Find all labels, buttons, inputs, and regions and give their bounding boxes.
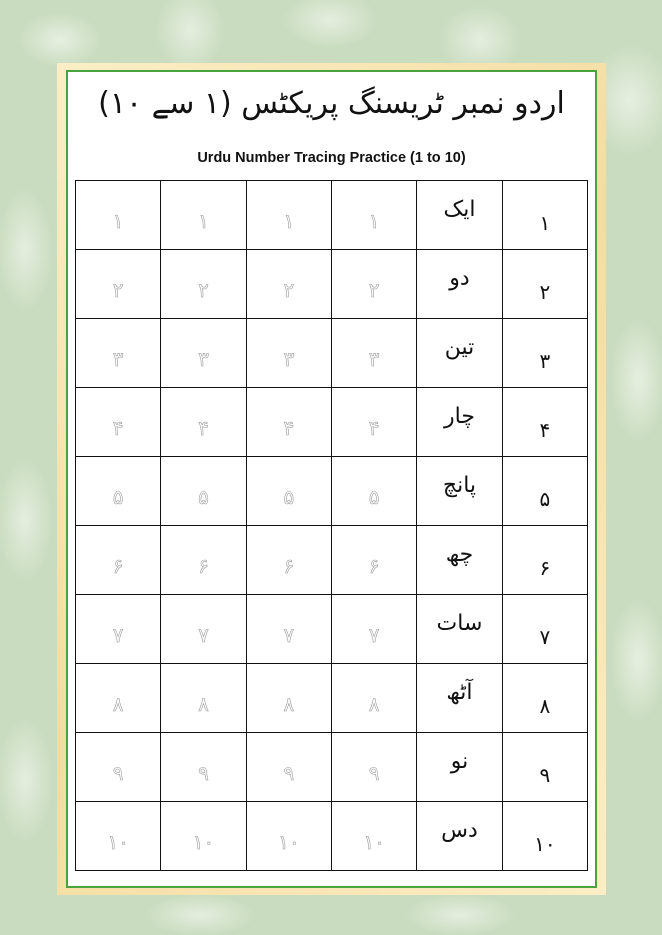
urdu-numeral: ۵ — [539, 487, 551, 511]
trace-cell[interactable] — [331, 457, 416, 526]
urdu-numeral: ۱۰ — [534, 832, 556, 856]
trace-cell[interactable] — [76, 526, 161, 595]
dotted-numeral: ۴ — [112, 416, 124, 440]
dotted-numeral: ۸ — [368, 692, 380, 716]
trace-cell[interactable] — [161, 319, 246, 388]
numeral-cell — [502, 250, 587, 319]
trace-cell[interactable] — [246, 526, 331, 595]
dotted-numeral: ۶ — [198, 554, 209, 578]
trace-cell[interactable] — [161, 733, 246, 802]
dotted-numeral: ۵ — [112, 485, 124, 509]
trace-cell[interactable] — [246, 802, 331, 871]
word-cell — [417, 319, 502, 388]
dotted-numeral: ۱ — [112, 209, 124, 233]
numeral-cell — [502, 388, 587, 457]
word-cell — [417, 457, 502, 526]
dotted-numeral: ۲ — [112, 278, 124, 302]
trace-cell[interactable] — [246, 457, 331, 526]
numeral-cell — [502, 319, 587, 388]
trace-cell[interactable] — [331, 250, 416, 319]
dotted-numeral: ۷ — [283, 623, 295, 647]
urdu-numeral: ۸ — [539, 694, 551, 718]
dotted-numeral: ۵ — [283, 485, 295, 509]
urdu-numeral: ۴ — [539, 418, 551, 442]
dotted-numeral: ۹ — [368, 761, 380, 785]
trace-cell[interactable] — [161, 181, 246, 250]
numeral-cell — [502, 595, 587, 664]
table-row — [76, 319, 588, 388]
numeral-cell — [502, 457, 587, 526]
trace-cell[interactable] — [76, 181, 161, 250]
dotted-numeral: ۱ — [283, 209, 295, 233]
dotted-numeral: ۶ — [368, 554, 380, 578]
numeral-cell — [502, 733, 587, 802]
trace-cell[interactable] — [161, 457, 246, 526]
dotted-numeral: ۴ — [368, 416, 380, 440]
urdu-title: اردو نمبر ٹریسنگ پریکٹس (۱ سے ۱۰) — [98, 86, 565, 121]
trace-cell[interactable] — [246, 319, 331, 388]
dotted-numeral: ۱ — [198, 209, 209, 233]
word-cell — [417, 802, 502, 871]
trace-cell[interactable] — [161, 802, 246, 871]
numeral-cell — [502, 802, 587, 871]
dotted-numeral: ۴ — [198, 416, 209, 440]
english-title: Urdu Number Tracing Practice (1 to 10) — [197, 150, 466, 166]
urdu-numeral: ۹ — [539, 763, 551, 787]
worksheet-page — [66, 70, 597, 888]
trace-cell[interactable] — [76, 250, 161, 319]
urdu-numeral: ۲ — [539, 280, 551, 304]
dotted-numeral: ۱۰ — [363, 830, 385, 854]
dotted-numeral: ۷ — [112, 623, 124, 647]
trace-cell[interactable] — [246, 595, 331, 664]
trace-cell[interactable] — [76, 388, 161, 457]
trace-cell[interactable] — [76, 664, 161, 733]
trace-cell[interactable] — [76, 457, 161, 526]
trace-cell[interactable] — [246, 733, 331, 802]
trace-cell[interactable] — [331, 664, 416, 733]
urdu-numeral: ۱ — [539, 211, 551, 235]
table-row — [76, 250, 588, 319]
dotted-numeral: ۸ — [112, 692, 124, 716]
dotted-numeral: ۱ — [368, 209, 380, 233]
trace-cell[interactable] — [246, 181, 331, 250]
dotted-numeral: ۳ — [198, 347, 209, 371]
dotted-numeral: ۸ — [283, 692, 295, 716]
table-row — [76, 526, 588, 595]
urdu-word: چار — [444, 403, 475, 429]
table-row — [76, 388, 588, 457]
dotted-numeral: ۶ — [283, 554, 295, 578]
trace-cell[interactable] — [331, 595, 416, 664]
table-row — [76, 181, 588, 250]
trace-cell[interactable] — [331, 388, 416, 457]
table-row — [76, 733, 588, 802]
dotted-numeral: ۴ — [283, 416, 295, 440]
trace-cell[interactable] — [161, 388, 246, 457]
dotted-numeral: ۷ — [368, 623, 380, 647]
urdu-numeral: ۶ — [539, 556, 551, 580]
urdu-word: دو — [449, 265, 470, 291]
urdu-word: تین — [444, 334, 475, 360]
trace-cell[interactable] — [76, 802, 161, 871]
dotted-numeral: ۱۰ — [278, 830, 300, 854]
urdu-word: نو — [450, 748, 469, 774]
word-cell — [417, 664, 502, 733]
urdu-numeral: ۷ — [539, 625, 551, 649]
trace-cell[interactable] — [76, 595, 161, 664]
trace-cell[interactable] — [246, 664, 331, 733]
dotted-numeral: ۷ — [198, 623, 209, 647]
numeral-cell — [502, 664, 587, 733]
trace-cell[interactable] — [76, 733, 161, 802]
word-cell — [417, 250, 502, 319]
dotted-numeral: ۹ — [198, 761, 209, 785]
trace-cell[interactable] — [331, 319, 416, 388]
trace-cell[interactable] — [246, 250, 331, 319]
word-cell — [417, 733, 502, 802]
dotted-numeral: ۳ — [368, 347, 380, 371]
urdu-word: آٹھ — [446, 679, 473, 705]
dotted-numeral: ۲ — [198, 278, 209, 302]
tracing-grid — [75, 180, 588, 871]
dotted-numeral: ۹ — [112, 761, 124, 785]
urdu-numeral: ۳ — [539, 349, 551, 373]
dotted-numeral: ۸ — [198, 692, 209, 716]
dotted-numeral: ۶ — [112, 554, 124, 578]
trace-cell[interactable] — [161, 595, 246, 664]
numeral-cell — [502, 181, 587, 250]
urdu-word: پانچ — [442, 472, 477, 498]
dotted-numeral: ۳ — [112, 347, 124, 371]
word-cell — [417, 388, 502, 457]
trace-cell[interactable] — [331, 181, 416, 250]
table-row — [76, 664, 588, 733]
dotted-numeral: ۲ — [368, 278, 380, 302]
trace-cell[interactable] — [161, 664, 246, 733]
trace-cell[interactable] — [76, 319, 161, 388]
trace-cell[interactable] — [331, 526, 416, 595]
urdu-word: چھ — [445, 541, 474, 567]
word-cell — [417, 181, 502, 250]
trace-cell[interactable] — [331, 733, 416, 802]
dotted-numeral: ۵ — [198, 485, 209, 509]
dotted-numeral: ۹ — [283, 761, 295, 785]
dotted-numeral: ۲ — [283, 278, 295, 302]
urdu-word: ایک — [443, 196, 476, 222]
table-row — [76, 595, 588, 664]
trace-cell[interactable] — [161, 250, 246, 319]
urdu-word: سات — [436, 610, 483, 636]
trace-cell[interactable] — [246, 388, 331, 457]
numeral-cell — [502, 526, 587, 595]
word-cell — [417, 526, 502, 595]
table-row — [76, 802, 588, 871]
dotted-numeral: ۳ — [283, 347, 295, 371]
dotted-numeral: ۵ — [368, 485, 380, 509]
urdu-word: دس — [441, 817, 478, 843]
dotted-numeral: ۱۰ — [192, 830, 215, 854]
trace-cell[interactable] — [161, 526, 246, 595]
trace-cell[interactable] — [331, 802, 416, 871]
word-cell — [417, 595, 502, 664]
table-row — [76, 457, 588, 526]
dotted-numeral: ۱۰ — [107, 830, 129, 854]
